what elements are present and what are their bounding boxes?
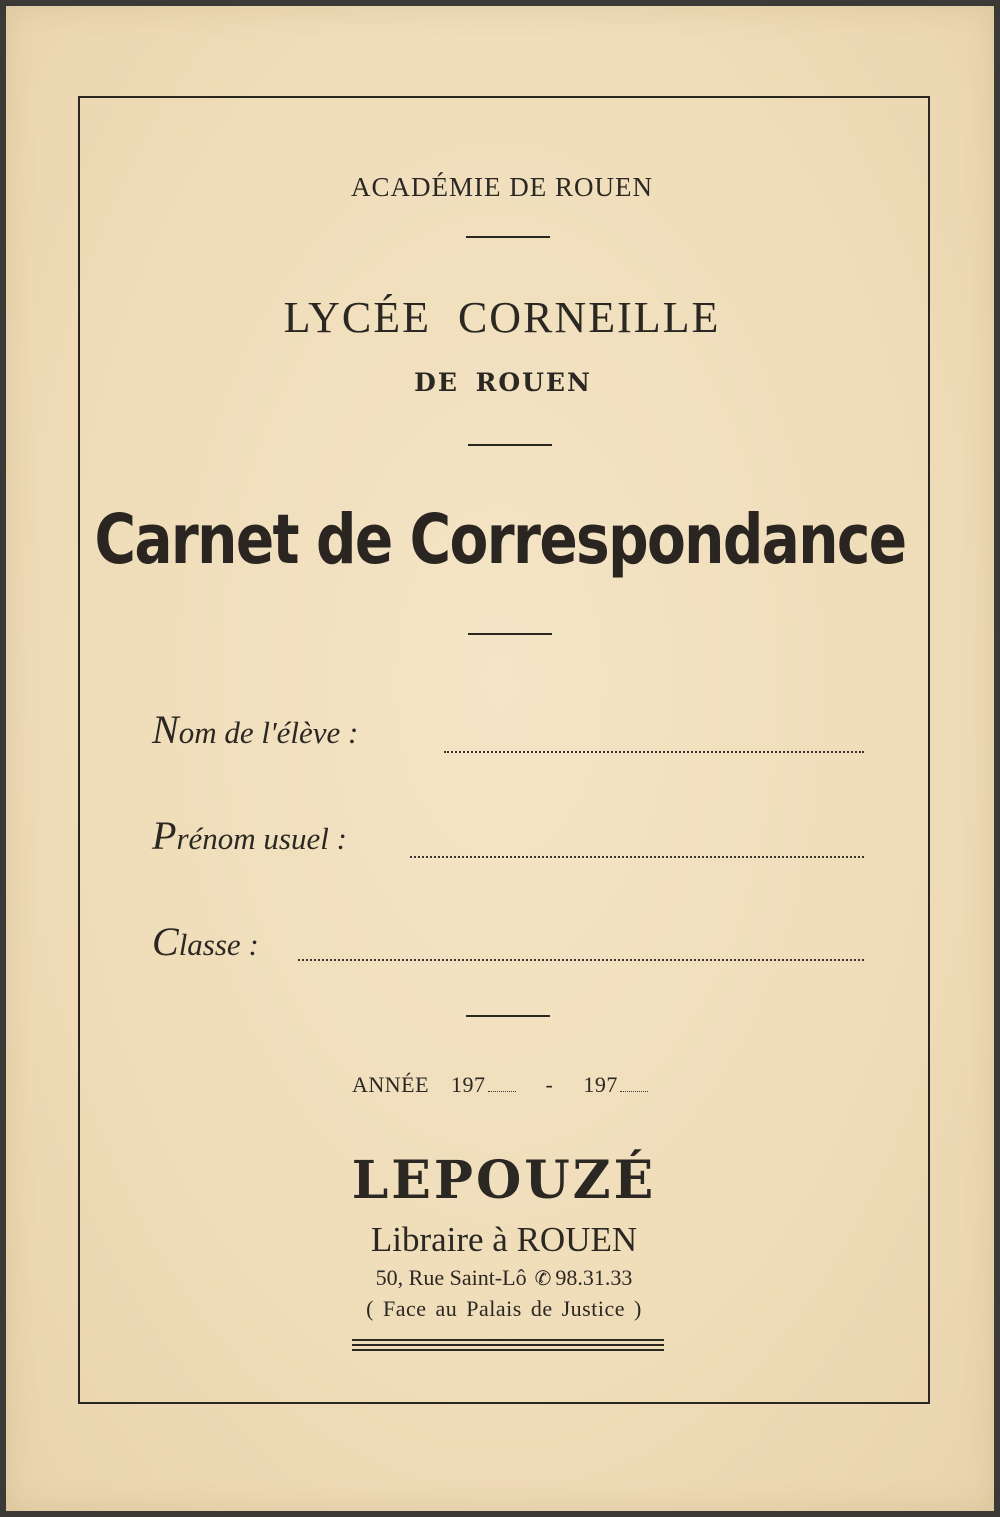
divider-rule — [466, 236, 550, 238]
publisher-location-note: ( Face au Palais de Justice ) — [366, 1296, 642, 1321]
classe-label-text: lasse : — [178, 927, 259, 962]
classe-initial: C — [152, 919, 179, 964]
annee-end-fill[interactable] — [620, 1091, 648, 1092]
lycee-heading: LYCÉE CORNEILLE — [283, 293, 721, 342]
divider-rule — [466, 1015, 550, 1017]
prenom-initial: P — [152, 813, 177, 858]
annee-start-fill[interactable] — [488, 1091, 516, 1092]
annee-start: 197 — [451, 1072, 486, 1097]
divider-rule — [468, 444, 552, 446]
triple-rule-bottom — [352, 1349, 664, 1351]
academie-heading: ACADÉMIE DE ROUEN — [351, 172, 653, 202]
prenom-field-label — [152, 812, 347, 859]
nom-field-label — [152, 706, 358, 753]
triple-rule-top — [352, 1339, 664, 1341]
classe-field-label — [152, 918, 259, 965]
publisher-address-line — [8, 1265, 1000, 1291]
publisher-phone: 98.31.33 — [555, 1265, 633, 1290]
annee-line — [352, 1072, 648, 1098]
lycee-city-subheading: DE ROUEN — [414, 368, 592, 397]
annee-end: 197 — [583, 1072, 618, 1097]
prenom-label-text: rénom usuel : — [176, 821, 347, 856]
publisher-name: LEPOUZÉ — [351, 1150, 657, 1211]
annee-label: ANNÉE — [352, 1072, 430, 1097]
document-title: Carnet de Correspondance — [94, 500, 906, 580]
publisher-address: 50, Rue Saint-Lô — [375, 1265, 527, 1290]
telephone-icon: ✆ — [534, 1268, 552, 1290]
prenom-fill-line[interactable] — [410, 856, 864, 858]
divider-rule — [468, 633, 552, 635]
classe-fill-line[interactable] — [298, 959, 864, 961]
publisher-tagline: Libraire à ROUEN — [370, 1220, 638, 1259]
nom-initial: N — [152, 707, 179, 752]
nom-label-text: om de l'élève : — [178, 715, 359, 750]
triple-rule-middle — [352, 1344, 664, 1346]
nom-fill-line[interactable] — [444, 751, 864, 753]
annee-separator: - — [545, 1072, 554, 1097]
